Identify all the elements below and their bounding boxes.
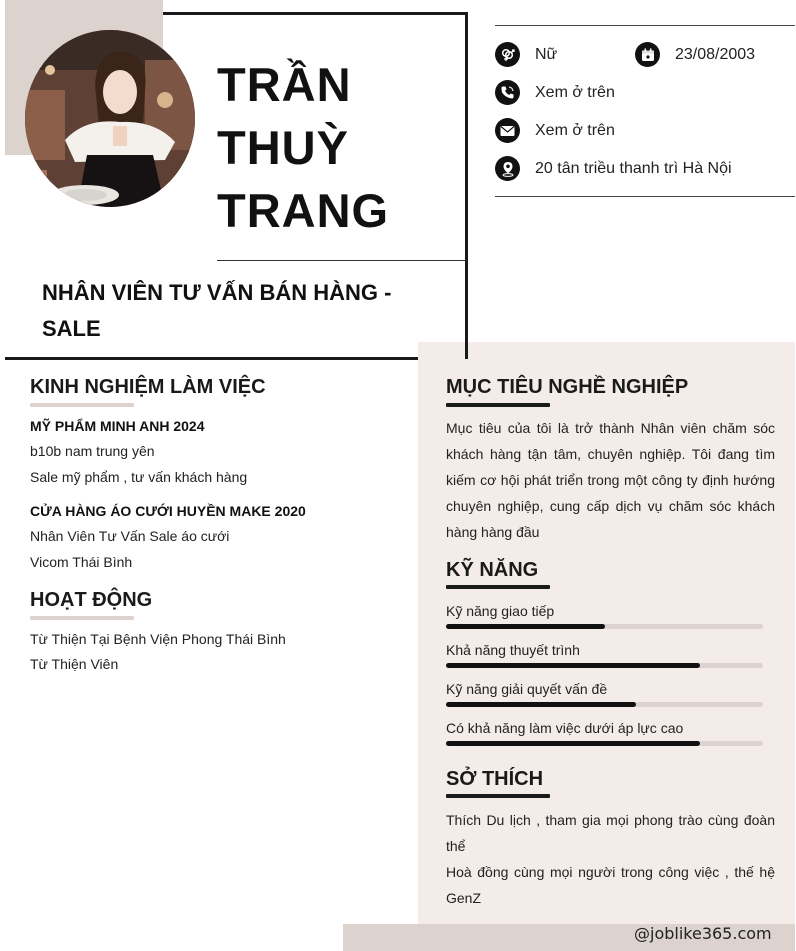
email-value: Xem ở trên [535, 122, 615, 139]
phone-value: Xem ở trên [535, 84, 615, 101]
job-1-line-1: b10b nam trung yên [30, 443, 155, 459]
hobbies-underline [446, 794, 550, 798]
avatar-portrait [25, 30, 195, 207]
name-line-3: TRANG [217, 184, 390, 237]
skill-label: Kỹ năng giao tiếp [446, 603, 555, 619]
experience-title: KINH NGHIỆM LÀM VIỆC [30, 376, 266, 398]
location-icon [495, 156, 520, 181]
activity-item: Từ Thiện Tại Bệnh Viện Phong Thái Bình [30, 631, 286, 647]
objective-title: MỤC TIÊU NGHỀ NGHIỆP [446, 376, 689, 398]
hobby-line-1: Thích Du lịch , tham gia mọi phong trào cùng đoàn thể [446, 812, 775, 854]
footer-watermark: @joblike365.com [634, 924, 772, 943]
skill-bar-fill [446, 663, 700, 668]
job-1-line-2: Sale mỹ phẩm , tư vấn khách hàng [30, 469, 248, 485]
hobby-line-2: Hoà đồng cùng mọi người trong công việc , thế hệ GenZ [446, 864, 775, 906]
gender-value: Nữ [535, 46, 558, 63]
name-divider [217, 260, 465, 261]
phone-icon [495, 80, 520, 105]
frame-bottom-line [5, 357, 418, 360]
frame-right-line [465, 12, 468, 359]
activities-title: HOẠT ĐỘNG [30, 589, 153, 611]
contact-divider-bottom [495, 196, 795, 197]
skill-bar-track [446, 702, 763, 707]
address-value: 20 tân triều thanh trì Hà Nội [535, 160, 732, 177]
contact-divider-top [495, 25, 795, 26]
experience-underline [30, 403, 134, 407]
job-title: NHÂN VIÊN TƯ VẤN BÁN HÀNG - SALE [42, 280, 392, 341]
skill-bar-track [446, 624, 763, 629]
skill-bar-fill [446, 624, 605, 629]
skill-bar-fill [446, 702, 636, 707]
hobbies-title: SỞ THÍCH [446, 768, 544, 790]
skill-bar-track [446, 741, 763, 746]
skill-label: Kỹ năng giải quyết vấn đề [446, 681, 608, 697]
skill-label: Có khả năng làm việc dưới áp lực cao [446, 720, 684, 736]
calendar-icon [635, 42, 660, 67]
skill-bar-track [446, 663, 763, 668]
objective-text: Mục tiêu của tôi là trở thành Nhân viên chăm sóc khách hàng tận tâm, chuyên nghiệp. Tôi đang tìm kiếm cơ hội phát triển trong một công ty định hướng chuyên nghiệp, cung cấp dịch vụ chăm sóc khách hàng hàng đầu [446, 420, 775, 540]
skill-label: Khả năng thuyết trình [446, 642, 580, 658]
skills-title: KỸ NĂNG [446, 559, 539, 581]
name-line-2: THUỲ [217, 121, 349, 174]
email-icon [495, 118, 520, 143]
job-2-line-2: Vicom Thái Bình [30, 554, 133, 570]
skills-underline [446, 585, 550, 589]
avatar [25, 30, 195, 207]
frame-top-line [163, 12, 468, 15]
job-1-heading: MỸ PHẨM MINH ANH 2024 [30, 418, 205, 434]
birthday-value: 23/08/2003 [675, 46, 756, 63]
activity-item: Từ Thiện Viên [30, 656, 119, 672]
activities-underline [30, 616, 134, 620]
skill-bar-fill [446, 741, 700, 746]
name-line-1: TRẦN [217, 58, 352, 111]
job-2-line-1: Nhân Viên Tư Vấn Sale áo cưới [30, 528, 230, 544]
objective-underline [446, 403, 550, 407]
gender-icon [495, 42, 520, 67]
job-2-heading: CỬA HÀNG ÁO CƯỚI HUYỀN MAKE 2020 [30, 503, 306, 519]
